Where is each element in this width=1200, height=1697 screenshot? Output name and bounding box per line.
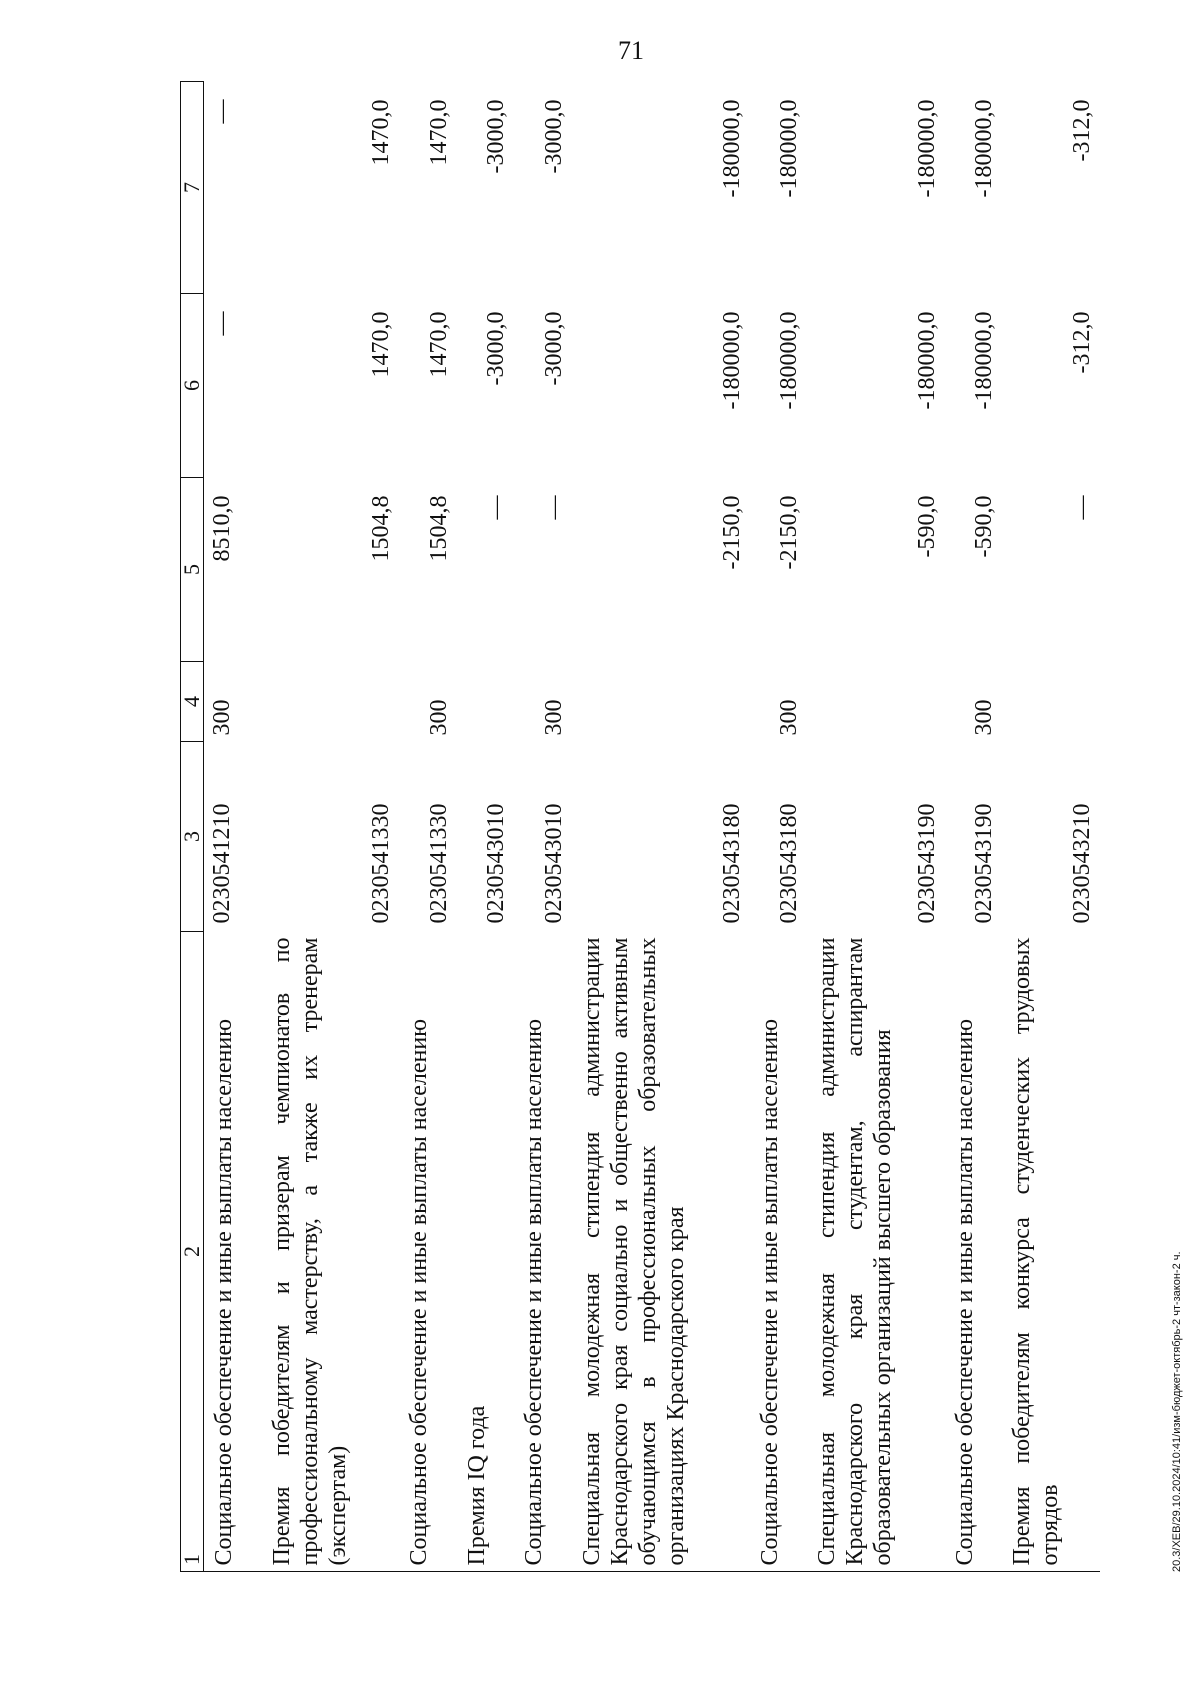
header-row: 1 2 3 4 5 6 7: [181, 82, 204, 1572]
row-expense-type: 300: [540, 699, 567, 736]
row-code: 0230543010: [483, 803, 510, 924]
row-code: 0230543190: [913, 803, 940, 924]
row-code: 0230543180: [776, 803, 803, 924]
row-amount-col7: -180000,0: [971, 99, 998, 198]
row-expense-type: 300: [425, 699, 452, 736]
row-amount-col5: —: [483, 495, 510, 520]
header-col-7: 7: [181, 82, 204, 294]
row-name: Социальное обеспечение и иные выплаты населению: [756, 1018, 783, 1566]
table-row: [262, 82, 400, 1572]
row-code: 0230543210: [1069, 803, 1095, 924]
row-expense-type: 300: [209, 699, 235, 736]
table-row: [204, 82, 262, 1572]
row-name: Социальное обеспечение и иные выплаты населению: [211, 1018, 237, 1566]
row-expense-type: 300: [776, 699, 803, 736]
document-footer-note: 20.3/ХЕВ/29.10.2024/10:41/изм-бюджет-октябрь-2 чт-закон-2 ч.: [1171, 1251, 1183, 1572]
table-row: [945, 82, 1002, 1572]
row-expense-type: [262, 662, 400, 742]
row-name: Социальное обеспечение и иные выплаты населению: [951, 1018, 978, 1566]
header-col-5: 5: [181, 478, 204, 662]
table-row: [457, 82, 514, 1572]
row-amount-col6: -180000,0: [776, 311, 803, 410]
table-row: [750, 82, 807, 1572]
row-name: Премия IQ года: [463, 1405, 490, 1566]
row-code: 0230543010: [540, 803, 567, 924]
row-amount-col6: -3000,0: [483, 311, 510, 386]
row-amount-col7: -180000,0: [913, 99, 940, 198]
row-amount-col5: 1504,8: [368, 495, 395, 562]
row-amount-col5: -2150,0: [718, 495, 745, 570]
row-name: Специальная молодежная стипендия администрации Краснодарского края студентам, аспирантам образовательных организаций высшего образования: [814, 937, 897, 1566]
row-amount-col7: 1470,0: [368, 99, 395, 166]
row-amount-col6: -180000,0: [913, 311, 940, 410]
row-amount-col6: 1470,0: [368, 311, 395, 378]
row-code: 0230543180: [718, 803, 745, 924]
table-header: [181, 82, 204, 1572]
row-amount-col7: -180000,0: [718, 99, 745, 198]
row-name: Социальное обеспечение и иные выплаты населению: [521, 1018, 548, 1566]
row-expense-type: 300: [971, 699, 998, 736]
header-col-3: 3: [181, 742, 204, 932]
row-expense-type: [807, 662, 945, 742]
row-amount-col7: -180000,0: [776, 99, 803, 198]
table-body: [204, 82, 1101, 1572]
header-col-2: 2: [181, 932, 204, 1572]
row-amount-col6: -3000,0: [540, 311, 567, 386]
row-code: 0230541210: [209, 803, 235, 924]
row-name: Премия победителям и призерам чемпионатов по профессиональному мастерству, а также их тренерам (экспертам): [268, 937, 351, 1566]
row-amount-col6: -312,0: [1069, 311, 1095, 374]
header-col-6: 6: [181, 294, 204, 478]
row-amount-col5: —: [1069, 495, 1095, 520]
row-amount-col5: 1504,8: [425, 495, 452, 562]
row-amount-col7: -3000,0: [483, 99, 510, 174]
row-amount-col7: -312,0: [1069, 99, 1095, 162]
rotated-table-container: [180, 82, 1100, 1572]
row-amount-col5: -590,0: [913, 495, 940, 558]
row-code: 0230541330: [425, 803, 452, 924]
row-amount-col6: —: [209, 311, 235, 336]
page-number: 71: [618, 36, 644, 65]
row-amount-col7: -3000,0: [540, 99, 567, 174]
row-amount-col7: —: [209, 99, 235, 124]
table-row: [572, 82, 750, 1572]
row-code: 0230543190: [971, 803, 998, 924]
row-amount-col6: -180000,0: [971, 311, 998, 410]
row-amount-col5: —: [540, 495, 567, 520]
budget-table: [180, 81, 1100, 1572]
row-amount-col7: 1470,0: [425, 99, 452, 166]
row-amount-col6: 1470,0: [425, 311, 452, 378]
row-code: 0230541330: [368, 803, 395, 924]
row-name: Специальная молодежная стипендия администрации Краснодарского края социально и общественно активным обучающимся в профессиональных образовательных организациях Краснодарского края: [578, 937, 689, 1566]
row-amount-col5: -590,0: [971, 495, 998, 558]
row-expense-type: [572, 662, 750, 742]
table-row: [514, 82, 571, 1572]
row-name: Премия победителям конкурса студенческих трудовых отрядов: [1009, 937, 1064, 1566]
row-name: Социальное обеспечение и иные выплаты населению: [406, 1018, 433, 1566]
row-amount-col5: 8510,0: [209, 495, 235, 562]
row-expense-type: [457, 662, 514, 742]
table-row: [1002, 82, 1100, 1572]
table-row: [807, 82, 945, 1572]
table-row: [399, 82, 456, 1572]
row-amount-col5: -2150,0: [776, 495, 803, 570]
row-expense-type: [1002, 662, 1100, 742]
row-amount-col6: -180000,0: [718, 311, 745, 410]
header-col-4: 4: [181, 662, 204, 742]
